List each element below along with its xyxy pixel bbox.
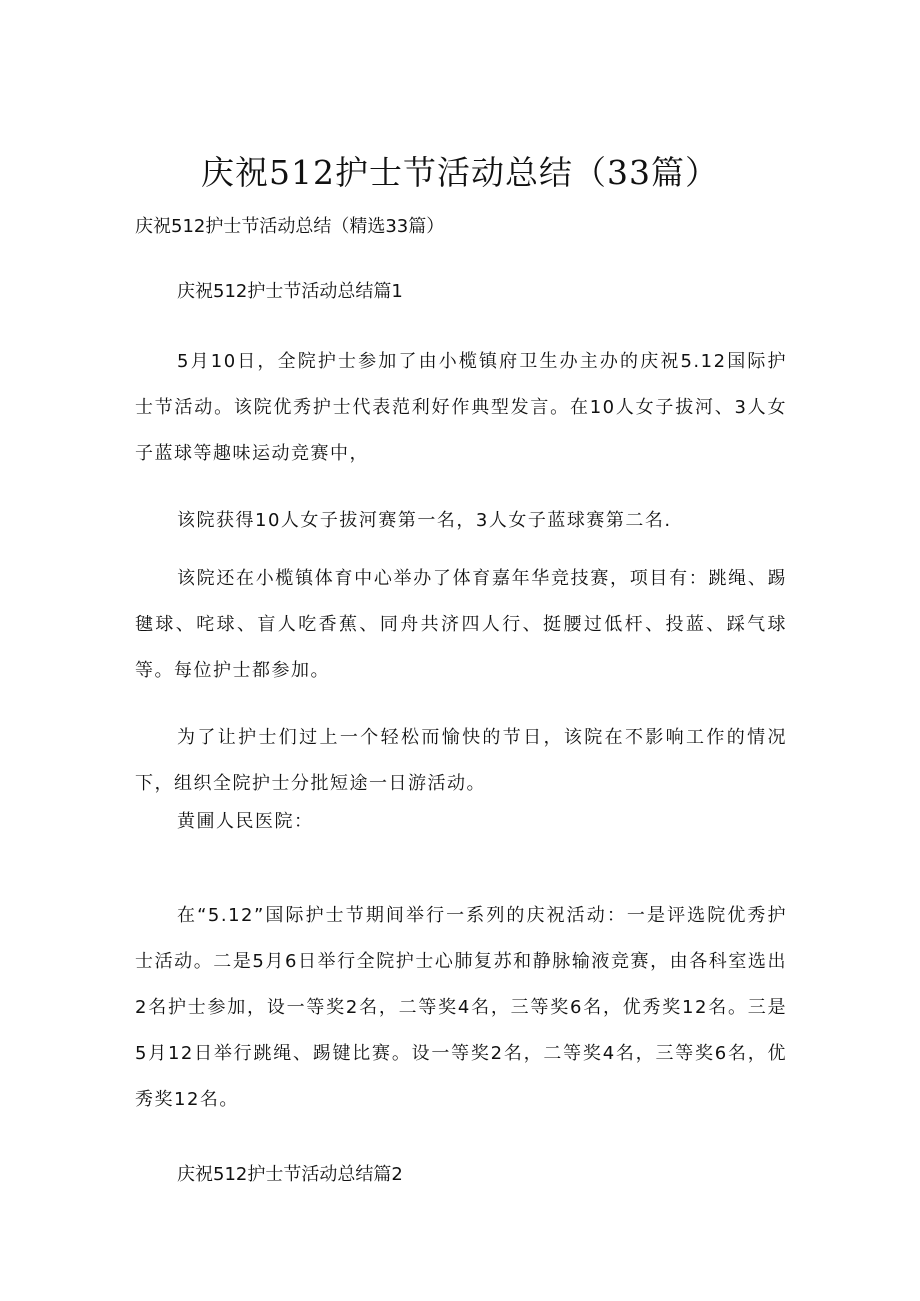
paragraph-5: 在“5.12”国际护士节期间举行一系列的庆祝活动：一是评选院优秀护士活动。二是5月6日举行全院护士心肺复苏和静脉输液竞赛，由各科室选出2名护士参加，设一等奖2名，二等奖4名，三等奖6名，优秀奖12名。三是5月12日举行跳绳、踢键比赛。设一等奖2名，二等奖4名，三等奖6名，优秀奖12名。 — [135, 905, 787, 1110]
paragraph-2: 该院获得10人女子拔河赛第一名，3人女子蓝球赛第二名. — [177, 510, 672, 531]
section-heading-1: 庆祝512护士节活动总结篇1 — [177, 281, 403, 302]
document-subtitle: 庆祝512护士节活动总结（精选33篇） — [135, 216, 445, 237]
paragraph-1: 5月10日，全院护士参加了由小榄镇府卫生办主办的庆祝5.12国际护士节活动。该院优秀护士代表范利好作典型发言。在10人女子拔河、3人女子蓝球等趣味运动竞赛中， — [135, 351, 787, 464]
section-heading-2: 庆祝512护士节活动总结篇2 — [177, 1164, 403, 1185]
document-title: 庆祝512护士节活动总结（33篇） — [201, 153, 719, 192]
paragraph-3: 该院还在小榄镇体育中心举办了体育嘉年华竞技赛，项目有：跳绳、踢毽球、咤球、盲人吃香蕉、同舟共济四人行、挺腰过低杆、投蓝、踩气球等。每位护士都参加。 — [135, 568, 787, 681]
paragraph-4: 为了让护士们过上一个轻松而愉快的节日，该院在不影响工作的情况下，组织全院护士分批短途一日游活动。 — [135, 727, 787, 794]
hospital-label: 黄圃人民医院： — [177, 811, 314, 832]
